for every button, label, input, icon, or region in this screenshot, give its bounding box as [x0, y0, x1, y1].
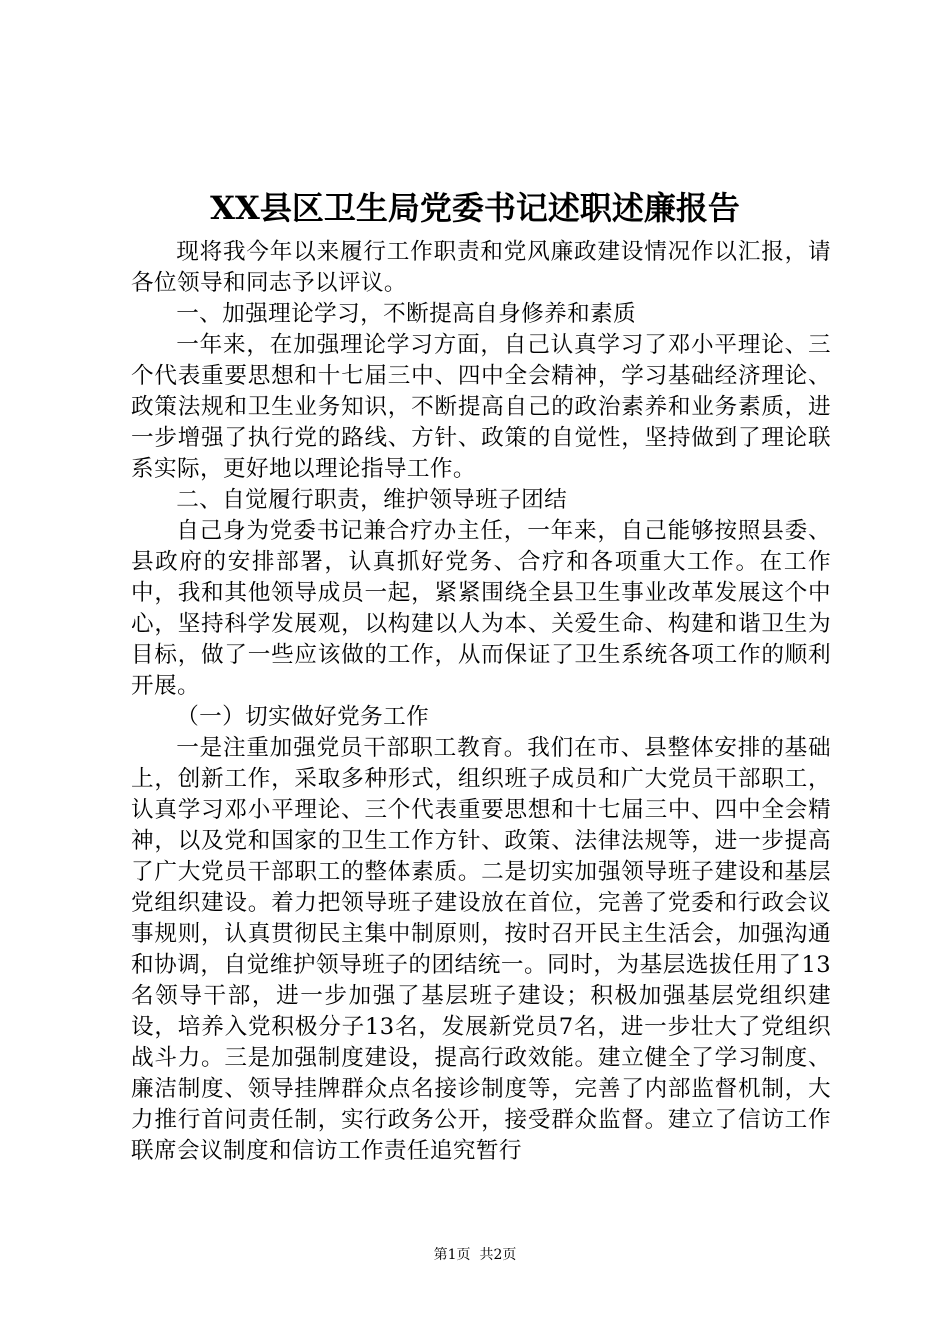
- paragraph-intro: 现将我今年以来履行工作职责和党风廉政建设情况作以汇报，请各位领导和同志予以评议。: [131, 239, 831, 296]
- page-number-total: 共2页: [479, 1247, 517, 1263]
- page-footer: [0, 1245, 950, 1265]
- section-heading-2: 二、自觉履行职责，维护领导班子团结: [176, 487, 568, 513]
- page-number-current: 第1页: [433, 1247, 471, 1263]
- document-body: [131, 237, 831, 1167]
- paragraph-theory-study: 一年来，在加强理论学习方面，自己认真学习了邓小平理论、三个代表重要思想和十七届三中、四中全会精神，学习基础经济理论、政策法规和卫生业务知识，不断提高自己的政治素养和业务素质，进一步增强了执行党的路线、方针、政策的自觉性，坚持做到了理论联系实际，更好地以理论指导工作。: [131, 332, 831, 482]
- paragraph-party-work: 一是注重加强党员干部职工教育。我们在市、县整体安排的基础上，创新工作，采取多种形式，组织班子成员和广大党员干部职工，认真学习邓小平理论、三个代表重要思想和十七届三中、四中全会精神，以及党和国家的卫生工作方针、政策、法律法规等，进一步提高了广大党员干部职工的整体素质。二是切实加强领导班子建设和基层党组织建设。着力把领导班子建设放在首位，完善了党委和行政会议事规则，认真贯彻民主集中制原则，按时召开民主生活会，加强沟通和协调，自觉维护领导班子的团结统一。同时，为基层选拔任用了13名领导干部，进一步加强了基层班子建设；积极加强基层党组织建设，培养入党积极分子13名，发展新党员7名，进一步壮大了党组织战斗力。三是加强制度建设，提高行政效能。建立健全了学习制度、廉洁制度、领导挂牌群众点名接诊制度等，完善了内部监督机制，大力推行首问责任制，实行政务公开，接受群众监督。建立了信访工作联席会议制度和信访工作责任追究暂行: [131, 735, 831, 1164]
- section-heading-1: 一、加强理论学习，不断提高自身修养和素质: [176, 301, 637, 327]
- paragraph-duties: 自己身为党委书记兼合疗办主任，一年来，自己能够按照县委、县政府的安排部署，认真抓好党务、合疗和各项重大工作。在工作中，我和其他领导成员一起，紧紧围绕全县卫生事业改革发展这个中心，坚持科学发展观，以构建以人为本、关爱生命、构建和谐卫生为目标，做了一些应该做的工作，从而保证了卫生系统各项工作的顺利开展。: [131, 518, 831, 699]
- document-title: XX县区卫生局党委书记述职述廉报告: [210, 189, 740, 227]
- subsection-heading-1: （一）切实做好党务工作: [176, 704, 430, 730]
